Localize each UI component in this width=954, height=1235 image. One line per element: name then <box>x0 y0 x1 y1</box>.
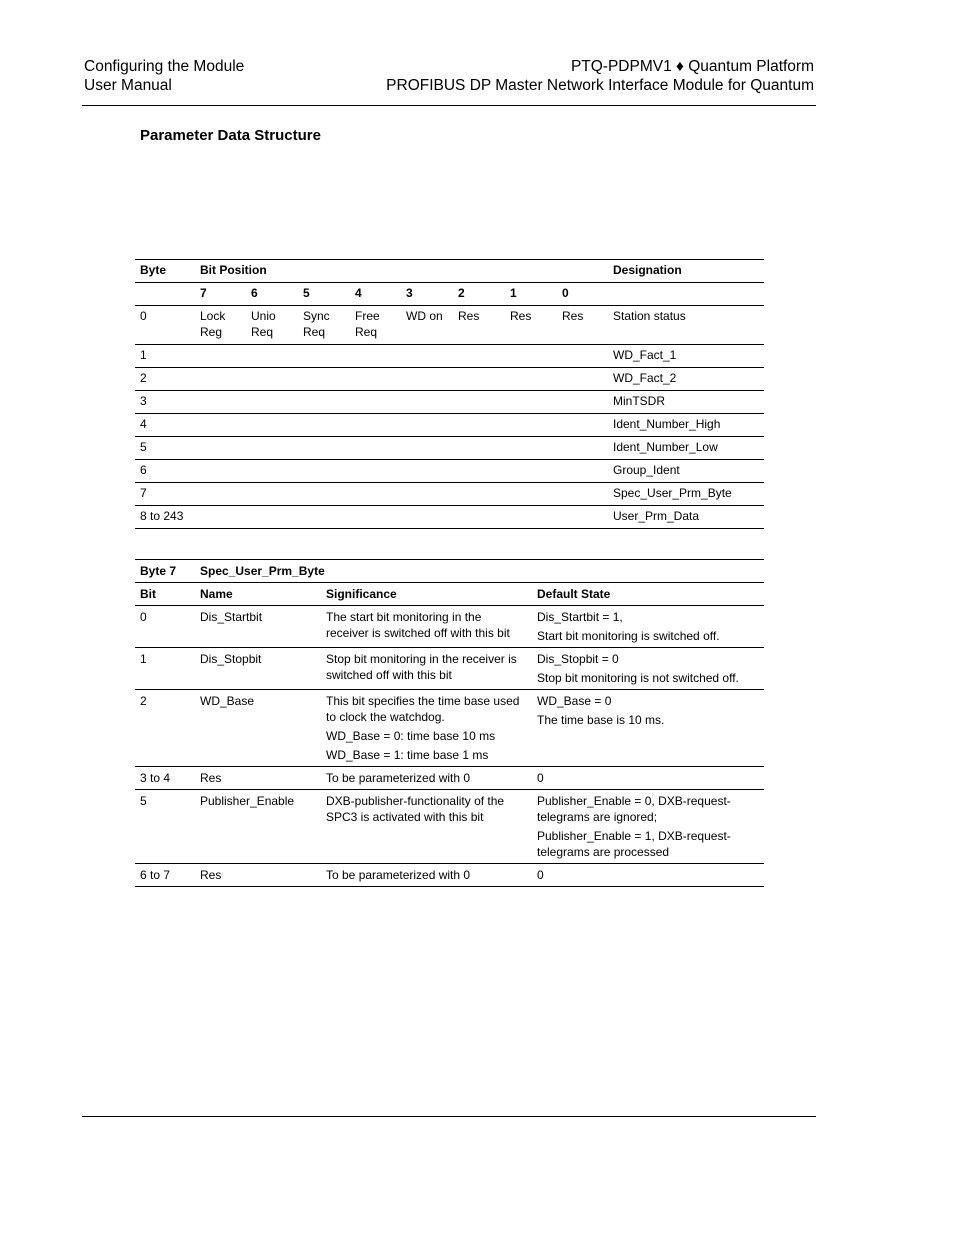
parameter-row <box>135 437 764 460</box>
default-state-paragraph: Publisher_Enable = 0, DXB-request-telegrams are ignored; <box>537 794 731 824</box>
parameter-row <box>135 483 764 506</box>
name-cell: Dis_Stopbit <box>200 652 262 666</box>
bit-cell <box>195 306 246 345</box>
bit-span-cell <box>195 437 608 460</box>
col-header-name: Name <box>200 587 233 601</box>
default-state-cell <box>532 606 764 648</box>
name-cell: Res <box>200 868 222 882</box>
default-state-cell <box>532 767 764 790</box>
bit-span-cell <box>195 391 608 414</box>
parameter-table-body <box>135 260 764 529</box>
col-header-significance: Significance <box>326 587 397 601</box>
header-rule <box>82 105 816 106</box>
parameter-row <box>135 368 764 391</box>
default-state-cell <box>532 690 764 767</box>
designation-cell: Spec_User_Prm_Byte <box>613 486 732 500</box>
designation-cell: WD_Fact_1 <box>613 348 677 362</box>
spec-header-row <box>135 583 764 606</box>
spec-table-body <box>135 560 764 887</box>
header-manual: User Manual <box>84 77 172 94</box>
bit-cell-line: Req <box>303 325 326 339</box>
col-header-bit: Bit <box>140 587 156 601</box>
designation-cell: Ident_Number_Low <box>613 440 718 454</box>
significance-cell <box>321 790 532 864</box>
parameter-table <box>135 259 764 529</box>
bit-span-cell <box>195 414 608 437</box>
name-cell: WD_Base <box>200 694 255 708</box>
default-state-cell <box>532 648 764 690</box>
bit-cell <box>453 306 505 345</box>
byte-cell: 4 <box>140 417 147 431</box>
significance-paragraph: To be parameterized with 0 <box>326 868 471 882</box>
name-cell: Publisher_Enable <box>200 794 295 808</box>
spec-row <box>135 648 764 690</box>
bit-cell: 5 <box>140 794 147 808</box>
bit-span-cell <box>195 483 608 506</box>
default-state-paragraph: Publisher_Enable = 1, DXB-request-telegrams are processed <box>537 829 731 859</box>
significance-paragraph: To be parameterized with 0 <box>326 771 471 785</box>
page-header-right <box>386 57 814 95</box>
header-description: PROFIBUS DP Master Network Interface Module for Quantum <box>386 77 814 94</box>
parameter-header-row <box>135 260 764 283</box>
bit-number: 6 <box>251 286 258 300</box>
designation-cell: WD_Fact_2 <box>613 371 677 385</box>
bit-cell-line: Lock <box>200 309 226 323</box>
name-cell: Res <box>200 771 222 785</box>
bit-span-cell <box>195 345 608 368</box>
spec-row <box>135 864 764 887</box>
default-state-paragraph: 0 <box>537 868 544 882</box>
byte-cell: 2 <box>140 371 147 385</box>
designation-cell: Group_Ident <box>613 463 680 477</box>
significance-cell <box>321 864 532 887</box>
bit-cell-line: Reg <box>200 325 223 339</box>
default-state-cell <box>532 864 764 887</box>
default-state-paragraph: Dis_Stopbit = 0 <box>537 652 619 666</box>
bit-cell-line: Res <box>562 309 584 323</box>
bit-cell-line: Free <box>355 309 380 323</box>
spec-row <box>135 690 764 767</box>
designation-cell: Station status <box>613 309 686 323</box>
bit-cell-line: Unio <box>251 309 276 323</box>
bit-number-spacer <box>135 283 195 306</box>
parameter-row <box>135 506 764 529</box>
bit-number-row <box>135 283 764 306</box>
byte-cell: 3 <box>140 394 147 408</box>
page-header-left <box>84 57 244 95</box>
bit-cell: 1 <box>140 652 147 666</box>
bit-number: 5 <box>303 286 310 300</box>
significance-paragraph: DXB-publisher-functionality of the SPC3 is activated with this bit <box>326 794 505 824</box>
spec-user-prm-byte-table <box>135 559 764 887</box>
default-state-cell <box>532 790 764 864</box>
bit-cell <box>505 306 557 345</box>
significance-paragraph: This bit specifies the time base used to clock the watchdog. <box>326 694 520 724</box>
footer-rule <box>82 1116 816 1117</box>
spec-row <box>135 767 764 790</box>
significance-cell <box>321 690 532 767</box>
default-state-paragraph: Stop bit monitoring is not switched off. <box>537 671 739 685</box>
bit-cell <box>557 306 608 345</box>
bit-number: 4 <box>355 286 362 300</box>
bit-cell-line: Sync <box>303 309 330 323</box>
col-header-designation: Designation <box>613 263 682 277</box>
bit-span-cell <box>195 460 608 483</box>
byte-cell: 6 <box>140 463 147 477</box>
parameter-row <box>135 414 764 437</box>
bit-cell <box>350 306 401 345</box>
bit-cell-line: WD on <box>406 309 443 323</box>
byte-0-row <box>135 306 764 345</box>
bit-cell-line: Res <box>510 309 532 323</box>
bit-number: 7 <box>200 286 207 300</box>
bit-cell <box>246 306 298 345</box>
default-state-paragraph: 0 <box>537 771 544 785</box>
spec-row <box>135 606 764 648</box>
name-cell: Dis_Startbit <box>200 610 263 624</box>
bit-cell-line: Res <box>458 309 480 323</box>
bit-cell: 2 <box>140 694 147 708</box>
bit-number: 0 <box>562 286 569 300</box>
header-product: PTQ-PDPMV1 ♦ Quantum Platform <box>570 58 814 75</box>
parameter-row <box>135 391 764 414</box>
bit-number: 2 <box>458 286 465 300</box>
designation-cell: User_Prm_Data <box>613 509 700 523</box>
bit-number: 3 <box>406 286 413 300</box>
col-header-byte: Byte <box>140 263 167 277</box>
designation-cell: Ident_Number_High <box>613 417 721 431</box>
spec-title-name: Spec_User_Prm_Byte <box>200 564 325 578</box>
spec-row <box>135 790 764 864</box>
bit-cell: 6 to 7 <box>140 868 171 882</box>
designation-cell: MinTSDR <box>613 394 666 408</box>
byte-cell: 1 <box>140 348 147 362</box>
byte-cell: 7 <box>140 486 147 500</box>
bit-cell-line: Req <box>251 325 274 339</box>
parameter-row <box>135 345 764 368</box>
spec-title-row <box>135 560 764 583</box>
col-header-default-state: Default State <box>537 587 611 601</box>
bit-number: 1 <box>510 286 517 300</box>
default-state-paragraph: The time base is 10 ms. <box>537 713 665 727</box>
bit-cell <box>298 306 350 345</box>
col-header-bit-position: Bit Position <box>200 263 267 277</box>
byte-cell: 0 <box>140 309 147 323</box>
byte-cell: 5 <box>140 440 147 454</box>
significance-paragraph: The start bit monitoring in the receiver is switched off with this bit <box>326 610 510 640</box>
section-title: Parameter Data Structure <box>140 127 321 144</box>
default-state-paragraph: Dis_Startbit = 1, <box>537 610 623 624</box>
significance-paragraph: WD_Base = 0: time base 10 ms <box>326 729 496 743</box>
default-state-paragraph: Start bit monitoring is switched off. <box>537 629 720 643</box>
significance-cell <box>321 648 532 690</box>
bit-cell: 0 <box>140 610 147 624</box>
significance-paragraph: Stop bit monitoring in the receiver is switched off with this bit <box>326 652 517 682</box>
default-state-paragraph: WD_Base = 0 <box>537 694 612 708</box>
significance-cell <box>321 767 532 790</box>
header-chapter: Configuring the Module <box>84 58 245 75</box>
spec-title-byte: Byte 7 <box>140 564 177 578</box>
significance-cell <box>321 606 532 648</box>
parameter-row <box>135 460 764 483</box>
bit-cell: 3 to 4 <box>140 771 171 785</box>
bit-span-cell <box>195 368 608 391</box>
byte-cell: 8 to 243 <box>140 509 184 523</box>
bit-number-spacer <box>608 283 764 306</box>
bit-cell-line: Req <box>355 325 378 339</box>
bit-span-cell <box>195 506 608 529</box>
bit-cell <box>401 306 453 345</box>
significance-paragraph: WD_Base = 1: time base 1 ms <box>326 748 489 762</box>
